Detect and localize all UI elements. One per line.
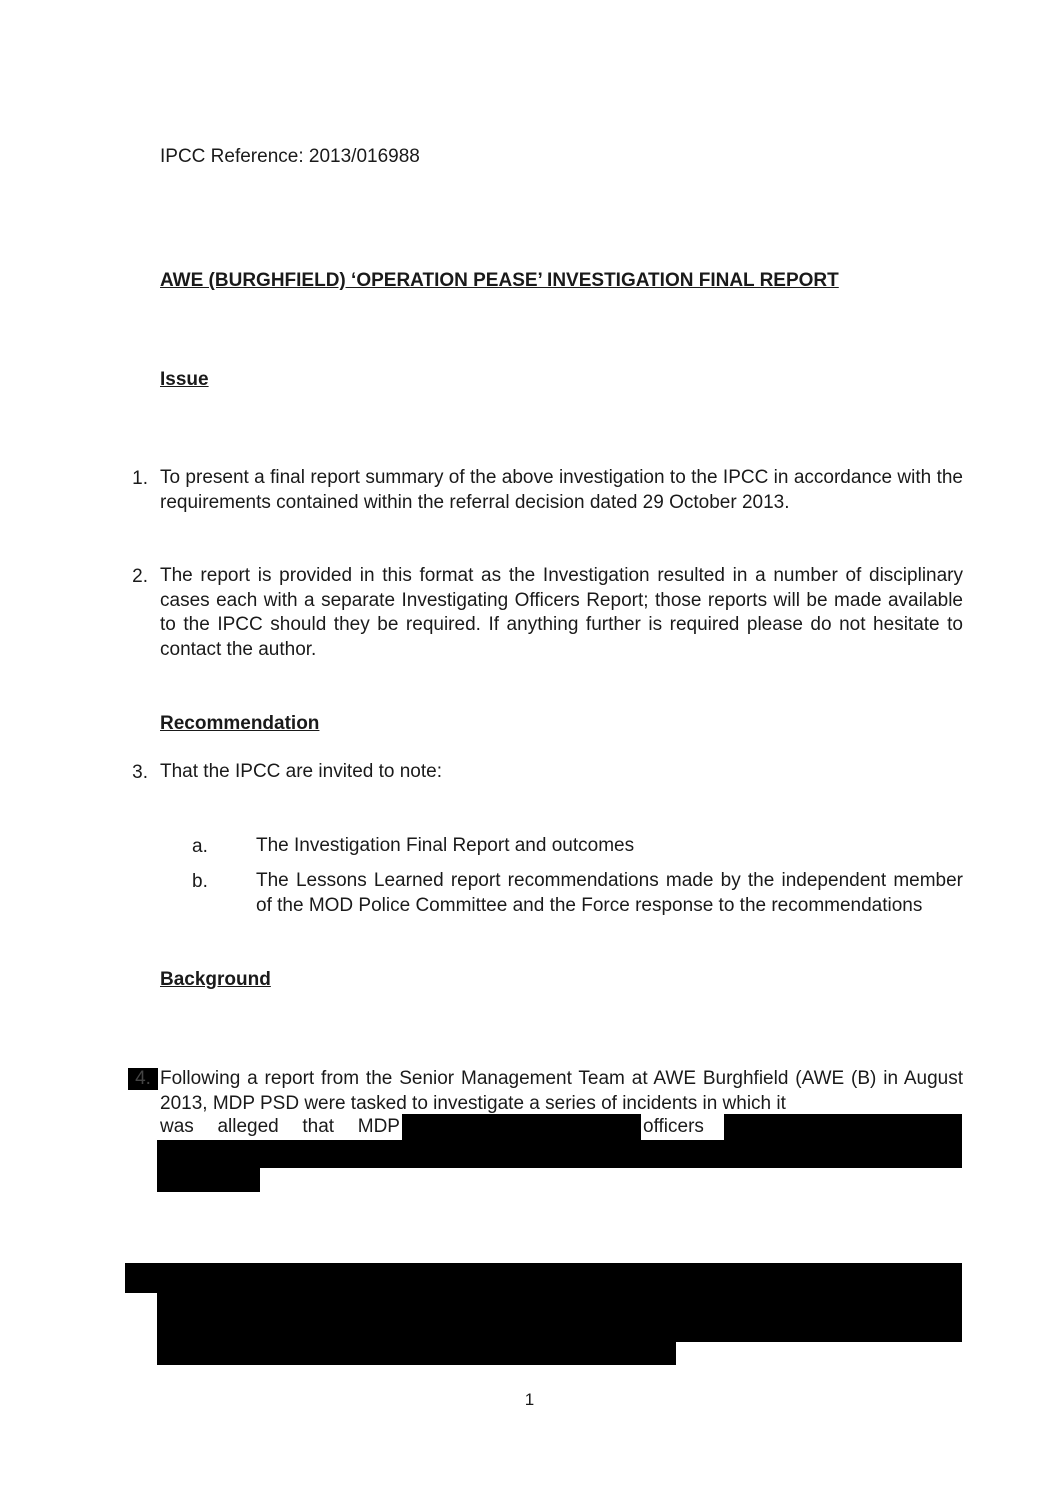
paragraph-number: 3. <box>132 762 148 783</box>
ipcc-reference: IPCC Reference: 2013/016988 <box>160 146 420 167</box>
redaction-block <box>157 1166 260 1192</box>
background-heading: Background <box>160 969 271 990</box>
subitem-letter: a. <box>192 836 208 857</box>
issue-heading: Issue <box>160 369 209 390</box>
redaction-block <box>157 1140 962 1168</box>
officers-word: officers <box>643 1116 704 1137</box>
paragraph-3: That the IPCC are invited to note: <box>160 761 442 782</box>
subitem-a: The Investigation Final Report and outcomes <box>256 835 635 856</box>
word: was <box>160 1116 194 1137</box>
paragraph-1: To present a final report summary of the above investigation to the IPCC in accordance with the requirements contained within the referral decision dated 29 October 2013. <box>160 467 963 513</box>
redaction-block <box>157 1340 676 1365</box>
page-number: 1 <box>524 1390 535 1409</box>
paragraph-2: The report is provided in this format as the Investigation resulted in a number of disciplinary cases each with a separate Investigating Officers Report; those reports will be made available to the IPCC should they be required. If anything further is required please do not hesitate to contact the author. <box>160 565 963 660</box>
redaction-block <box>157 1290 962 1342</box>
word: alleged <box>217 1116 279 1137</box>
subitem-letter: b. <box>192 871 208 892</box>
paragraph-number: 2. <box>132 566 148 587</box>
recommendation-heading: Recommendation <box>160 713 320 734</box>
word: that <box>302 1116 335 1137</box>
word: MDP <box>357 1116 400 1137</box>
paragraph-4-line-3 <box>160 1116 400 1138</box>
paragraph-number: 1. <box>132 468 148 489</box>
redacted-paragraph-number: 4. <box>128 1068 158 1090</box>
report-title: AWE (BURGHFIELD) ‘OPERATION PEASE’ INVESTIGATION FINAL REPORT <box>160 270 839 291</box>
paragraph-4: Following a report from the Senior Management Team at AWE Burghfield (AWE (B) in August 2013, MDP PSD were tasked to investigate a series of incidents in which it <box>160 1068 963 1114</box>
redaction-block <box>125 1263 962 1293</box>
subitem-b: The Lessons Learned report recommendations made by the independent member of the MOD Police Committee and the Force response to the recommendations <box>256 870 963 916</box>
